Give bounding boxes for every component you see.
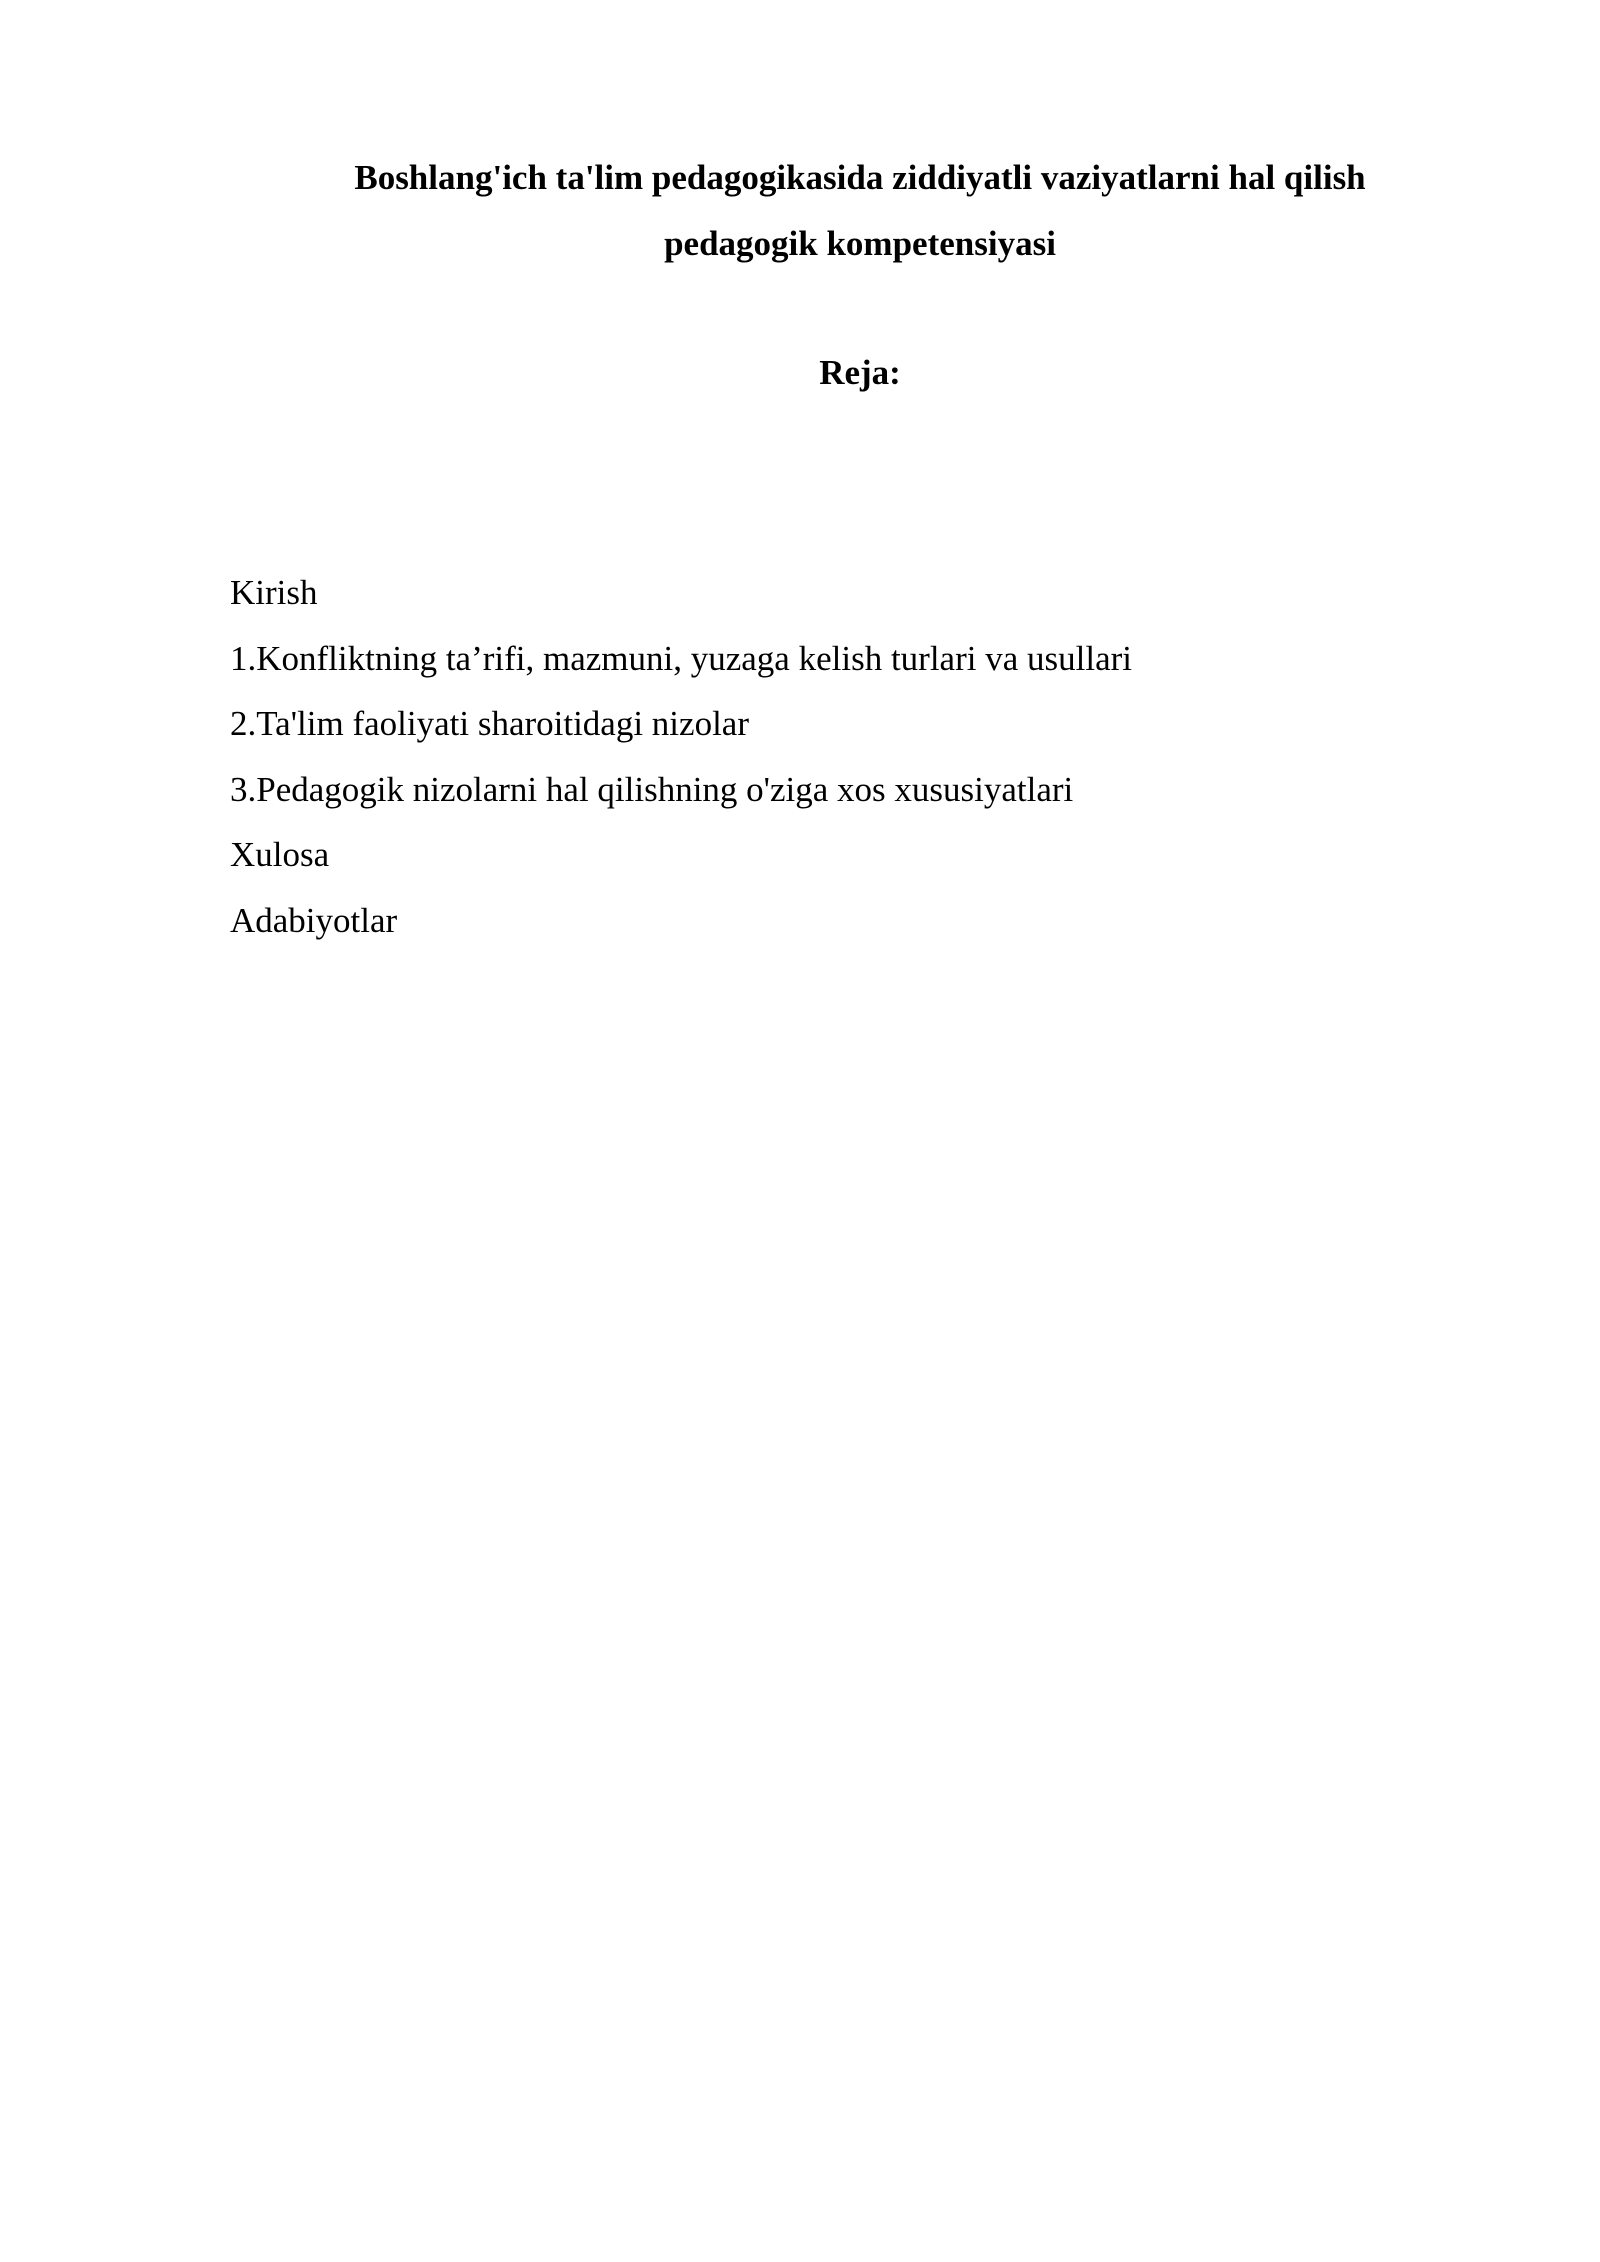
toc-item-1: 1.Konfliktning ta’rifi, mazmuni, yuzaga kelish turlari va usullari	[230, 638, 1132, 678]
toc-item-conclusion: Xulosa	[230, 835, 330, 874]
toc-item-introduction: Kirish	[230, 573, 318, 612]
toc-item-3: 3.Pedagogik nizolarni hal qilishning o'ziga xos xususiyatlari	[230, 769, 1074, 809]
title-line-2: pedagogik kompetensiyasi	[664, 224, 1056, 263]
plan-heading: Reja:	[819, 353, 901, 392]
table-of-contents	[230, 560, 1430, 953]
toc-item-2: 2.Ta'lim faoliyati sharoitidagi nizolar	[230, 704, 749, 743]
toc-item-references: Adabiyotlar	[230, 900, 398, 940]
title-line-1: Boshlang'ich ta'lim pedagogikasida ziddiyatli vaziyatlarni hal qilish	[354, 158, 1366, 197]
document-title	[230, 145, 1490, 277]
